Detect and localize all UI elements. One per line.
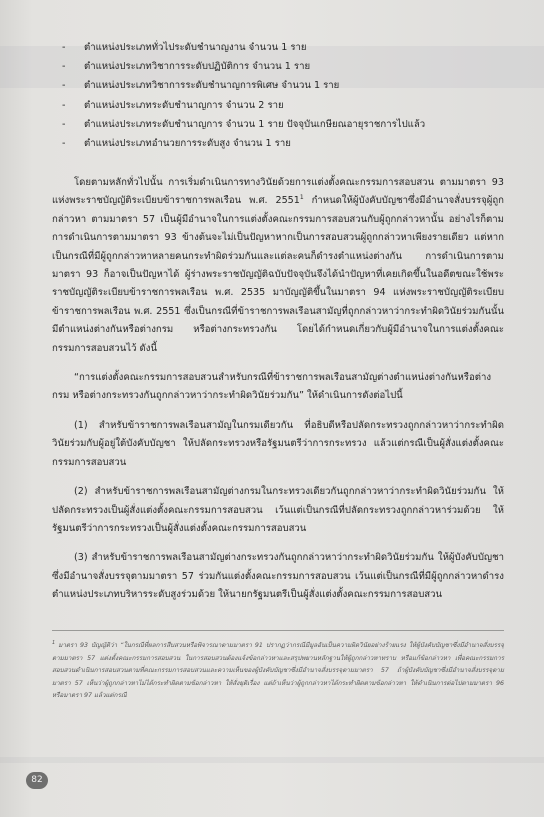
positions-list xyxy=(62,38,512,153)
paragraph-case-1: (1) สำหรับข้าราชการพลเรือนสามัญในกรมเดียวกัน ที่อธิบดีหรือปลัดกระทรวงถูกกล่าวหาว่ากระทำผิดวินัยร่วมกับผู้อยู่ใต้บังคับบัญชา ให้ปลัดกระทรวงหรือรัฐมนตรีว่าการกระทรวง แล้วแต่กรณีเป็นผู้สั่งแต่งตั้งคณะกรรมการสอบสวน xyxy=(52,419,504,468)
list-item-text: ตำแหน่งประเภทอำนวยการระดับสูง จำนวน 1 ราย xyxy=(84,138,291,150)
list-item xyxy=(62,96,512,115)
list-item-text: ตำแหน่งประเภทระดับชำนาญการ จำนวน 2 ราย xyxy=(84,99,284,111)
list-bullet: - xyxy=(62,138,66,150)
list-bullet: - xyxy=(62,99,66,111)
footnote-marker: 1 xyxy=(52,639,56,646)
footnote-text: มาตรา 93 บัญญัติว่า “ในกรณีที่ผลการสืบสวนหรือพิจารณาตามมาตรา 91 ปรากฏว่ากรณีมีมูลอันเป็นความผิดวินัยอย่างร้ายแรง ให้ผู้บังคับบัญชาซึ่งมีอำนาจสั่งบรรจุตามมาตรา 57 แต่งตั้งคณะกรรมการสอบสวน ในการสอบสวนต้องแจ้งข้อกล่าวหาและสรุปพยานหลักฐานให้ผู้ถูกกล่าวหาทราบ หรือแก้ข้อกล่าวหา เพื่อคณะกรรมการสอบสวนดำเนินการสอบสวนตามที่คณะกรรมการสอบสวนและความเห็นของผู้บังคับบัญชาซึ่งมีอำนาจสั่งบรรจุตามมาตรา 57 ถ้าผู้บังคับบัญชาซึ่งมีอำนาจสั่งบรรจุตามมาตรา 57 เห็นว่าผู้ถูกกล่าวหาไม่ได้กระทำผิดตามข้อกล่าวหา ให้สั่งยุติเรื่อง แต่ถ้าเห็นว่าผู้ถูกกล่าวหาได้กระทำผิดตามข้อกล่าวหา ให้ดำเนินการต่อไปตามมาตรา 96 หรือมาตรา 97 แล้วแต่กรณี xyxy=(52,642,504,700)
paragraph-quote: “การแต่งตั้งคณะกรรมการสอบสวนสำหรับกรณีที่ข้าราชการพลเรือนสามัญต่างตำแหน่งต่างกันหรือต่างกรม หรือต่างกระทรวงกันถูกกล่าวหาว่ากระทำผิดวินัยร่วมกัน” ให้ดำเนินการดังต่อไปนี้ xyxy=(52,372,492,402)
footnote-divider xyxy=(52,630,504,631)
list-item xyxy=(62,76,512,95)
paragraph-principle-text-a: โดยตามหลักทั่วไปนั้น การเริ่มดำเนินการทางวินัยด้วยการแต่งตั้งคณะกรรมการสอบสวน ตามมาตรา 93 แห่งพระราชบัญญัติระเบียบข้าราชการพลเรือน พ.ศ. 2551 xyxy=(52,177,504,207)
list-bullet: - xyxy=(62,118,66,130)
paragraph-case-2: (2) สำหรับข้าราชการพลเรือนสามัญต่างกรมในกระทรวงเดียวกันถูกกล่าวหาว่ากระทำผิดวินัยร่วมกัน ให้ปลัดกระทรวงเป็นผู้สั่งแต่งตั้งคณะกรรมการสอบสวน เว้นแต่เป็นกรณีที่ปลัดกระทรวงถูกกล่าวหาร่วมด้วย ให้รัฐมนตรีว่าการกระทรวงเป็นผู้สั่งแต่งตั้งคณะกรรมการสอบสวน xyxy=(52,486,504,534)
page-number: 82 xyxy=(26,772,48,789)
paragraph-principle xyxy=(52,174,504,358)
list-item xyxy=(62,38,512,57)
paragraph-case-3: (3) สำหรับข้าราชการพลเรือนสามัญต่างกระทรวงกันถูกกล่าวหาว่ากระทำผิดวินัยร่วมกัน ให้ผู้บังคับบัญชาซึ่งมีอำนาจสั่งบรรจุตามมาตรา 57 ร่วมกันแต่งตั้งคณะกรรมการสอบสวน เว้นแต่เป็นกรณีที่มีผู้ถูกกล่าวหาดำรงตำแหน่งประเภทบริหารระดับสูงร่วมด้วย ให้นายกรัฐมนตรีเป็นผู้สั่งแต่งตั้งคณะกรรมการสอบสวน xyxy=(52,552,504,601)
list-item-text: ตำแหน่งประเภทวิชาการระดับปฏิบัติการ จำนวน 1 ราย xyxy=(84,61,311,73)
list-bullet: - xyxy=(62,42,66,53)
footnote-reference[interactable]: 1 xyxy=(299,194,304,202)
list-item xyxy=(62,57,512,76)
list-bullet: - xyxy=(62,80,66,92)
body-text xyxy=(52,174,504,605)
list-bullet: - xyxy=(62,61,66,73)
footnote xyxy=(52,640,504,703)
list-item xyxy=(62,134,512,153)
list-item xyxy=(62,115,512,134)
list-item-text: ตำแหน่งประเภทวิชาการระดับชำนาญการพิเศษ จำนวน 1 ราย xyxy=(84,80,340,92)
list-item-text: ตำแหน่งประเภทระดับชำนาญการ จำนวน 1 ราย ปัจจุบันเกษียณอายุราชการไปแล้ว xyxy=(84,118,426,130)
list-item-text: ตำแหน่งประเภททั่วไประดับชำนาญงาน จำนวน 1 ราย xyxy=(84,42,307,53)
show-through-strip xyxy=(0,757,544,763)
paragraph-principle-text-b: กำหนดให้ผู้บังคับบัญชาซึ่งมีอำนาจสั่งบรรจุผู้ถูกกล่าวหา ตามมาตรา 57 เป็นผู้มีอำนาจในการแต่งตั้งคณะกรรมการสอบสวนกับผู้ถูกกล่าวหานั้น อย่างไรก็ตามการดำเนินการตามมาตรา 93 ข้างต้นจะไม่เป็นปัญหาหากเป็นการสอบสวนผู้ถูกกล่าวหาเพียงรายเดียว แต่หากเป็นกรณีที่มีผู้ถูกกล่าวหาหลายคนกระทำผิดร่วมกันและแต่ละคนก็ดำรงตำแหน่งต่างกัน การดำเนินการตามมาตรา 93 ก็อาจเป็นปัญหาได้ ผู้ร่างพระราชบัญญัติฉบับปัจจุบันจึงได้นำปัญหาที่เคยเกิดขึ้นในอดีตขณะใช้พระราชบัญญัติระเบียบข้าราชการพลเรือน พ.ศ. 2535 มาบัญญัติขึ้นในมาตรา 94 แห่งพระราชบัญญัติระเบียบข้าราชการพลเรือน พ.ศ. 2551 ซึ่งเป็นกรณีที่ข้าราชการพลเรือนสามัญที่ถูกกล่าวหาว่ากระทำผิดวินัยร่วมกันนั้น มีตำแหน่งต่างกันหรือต่างกรม หรือต่างกระทรวงกัน โดยได้กำหนดเกี่ยวกับผู้มีอำนาจในการแต่งตั้งคณะกรรมการสอบสวนไว้ ดังนี้ xyxy=(52,195,504,354)
